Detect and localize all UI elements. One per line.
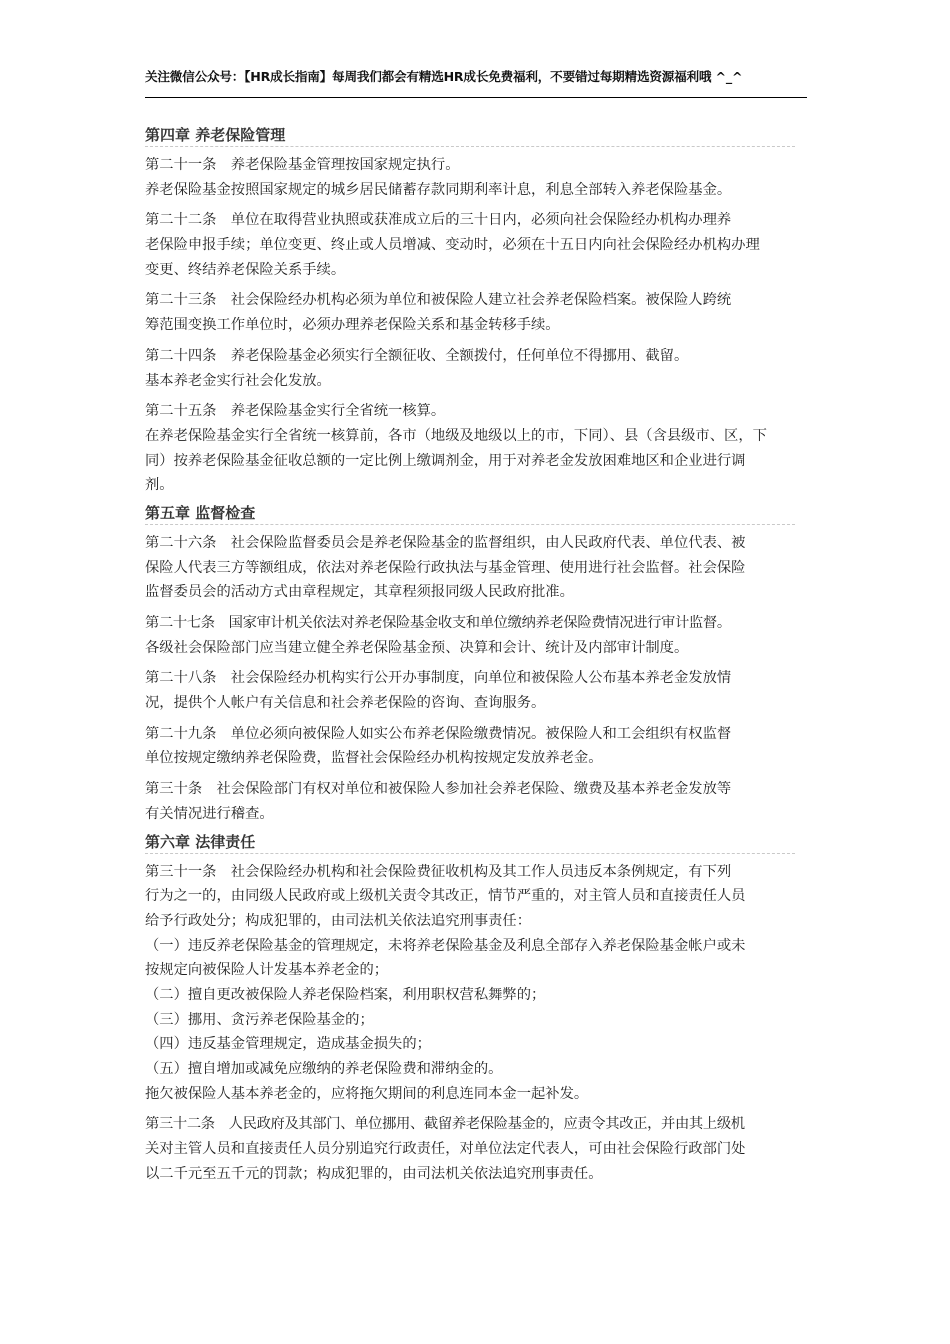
text-line: 关对主管人员和直接责任人员分别追究行政责任，对单位法定代表人，可由社会保险行政部门处 bbox=[145, 1141, 746, 1158]
chapter-title: 第五章 监督检查 bbox=[145, 502, 795, 525]
text-line: （三）挪用、贪污养老保险基金的； bbox=[145, 1011, 374, 1028]
text-line: 同）按养老保险基金征收总额的一定比例上缴调剂金，用于对养老金发放困难地区和企业进行调 bbox=[145, 452, 746, 469]
text-line: 第二十四条 养老保险基金必须实行全额征收、全额拨付，任何单位不得挪用、截留。 bbox=[145, 347, 689, 364]
text-line: 拖欠被保险人基本养老金的，应将拖欠期间的利息连同本金一起补发。 bbox=[145, 1085, 589, 1102]
text-line: 监督委员会的活动方式由章程规定，其章程须报同级人民政府批准。 bbox=[145, 584, 574, 601]
text-line: 行为之一的，由同级人民政府或上级机关责令其改正，情节严重的，对主管人员和直接责任人员 bbox=[145, 888, 746, 905]
text-line: 剂。 bbox=[145, 477, 174, 494]
article bbox=[145, 344, 809, 393]
article bbox=[145, 722, 809, 771]
text-line: 单位按规定缴纳养老保险费，监督社会保险经办机构按规定发放养老金。 bbox=[145, 750, 603, 767]
text-line: 老保险申报手续；单位变更、终止或人员增减、变动时，必须在十五日内向社会保险经办机构办理 bbox=[145, 237, 760, 254]
text-line: 第二十九条 单位必须向被保险人如实公布养老保险缴费情况。被保险人和工会组织有权监督 bbox=[145, 725, 732, 742]
article bbox=[145, 399, 809, 498]
text-line: 筹范围变换工作单位时，必须办理养老保险关系和基金转移手续。 bbox=[145, 317, 560, 334]
article bbox=[145, 208, 809, 282]
text-line: 第二十八条 社会保险经办机构实行公开办事制度，向单位和被保险人公布基本养老金发放情 bbox=[145, 670, 732, 687]
text-line: 基本养老金实行社会化发放。 bbox=[145, 372, 331, 389]
text-line: 第三十二条 人民政府及其部门、单位挪用、截留养老保险基金的，应责令其改正，并由其上级机 bbox=[145, 1116, 745, 1133]
text-line: 以二千元至五千元的罚款；构成犯罪的，由司法机关依法追究刑事责任。 bbox=[145, 1165, 603, 1182]
article bbox=[145, 288, 809, 337]
chapter-title: 第六章 法律责任 bbox=[145, 831, 795, 854]
text-line: 第二十三条 社会保险经办机构必须为单位和被保险人建立社会养老保险档案。被保险人跨统 bbox=[145, 292, 732, 309]
text-line: 保险人代表三方等额组成，依法对养老保险行政执法与基金管理、使用进行社会监督。社会保险 bbox=[145, 559, 746, 576]
text-line: 第三十条 社会保险部门有权对单位和被保险人参加社会养老保险、缴费及基本养老金发放等 bbox=[145, 781, 732, 798]
text-line: （四）违反基金管理规定，造成基金损失的； bbox=[145, 1036, 431, 1053]
document-body bbox=[145, 124, 809, 1186]
article bbox=[145, 153, 809, 202]
article bbox=[145, 1112, 809, 1186]
text-line: 第二十二条 单位在取得营业执照或获准成立后的三十日内，必须向社会保险经办机构办理养 bbox=[145, 212, 732, 229]
text-line: 第二十五条 养老保险基金实行全省统一核算。 bbox=[145, 403, 446, 420]
text-line: （二）擅自更改被保险人养老保险档案，利用职权营私舞弊的； bbox=[145, 986, 546, 1003]
text-line: 有关情况进行稽查。 bbox=[145, 805, 274, 822]
article bbox=[145, 777, 809, 826]
text-line: 第二十六条 社会保险监督委员会是养老保险基金的监督组织，由人民政府代表、单位代表、被 bbox=[145, 534, 746, 551]
article bbox=[145, 611, 809, 660]
text-line: 在养老保险基金实行全省统一核算前，各市（地级及地级以上的市，下同）、县（含县级市、区，下 bbox=[145, 427, 767, 444]
text-line: 养老保险基金按照国家规定的城乡居民储蓄存款同期利率计息，利息全部转入养老保险基金。 bbox=[145, 181, 732, 198]
text-line: 按规定向被保险人计发基本养老金的； bbox=[145, 962, 389, 979]
chapter-title: 第四章 养老保险管理 bbox=[145, 124, 795, 147]
text-line: 各级社会保险部门应当建立健全养老保险基金预、决算和会计、统计及内部审计制度。 bbox=[145, 639, 689, 656]
page-header: 关注微信公众号：【HR成长指南】每周我们都会有精选HR成长免费福利，不要错过每期精选资源福利哦 ^_^ bbox=[145, 69, 743, 84]
article bbox=[145, 666, 809, 715]
text-line: 给予行政处分；构成犯罪的，由司法机关依法追究刑事责任： bbox=[145, 912, 532, 929]
text-line: 变更、终结养老保险关系手续。 bbox=[145, 261, 346, 278]
header-divider bbox=[145, 97, 807, 98]
article bbox=[145, 531, 809, 605]
text-line: （五）擅自增加或减免应缴纳的养老保险费和滞纳金的。 bbox=[145, 1061, 503, 1077]
text-line: 况，提供个人帐户有关信息和社会养老保险的咨询、查询服务。 bbox=[145, 695, 546, 712]
text-line: （一）违反养老保险基金的管理规定，未将养老保险基金及利息全部存入养老保险基金帐户或未 bbox=[145, 937, 746, 954]
text-line: 第三十一条 社会保险经办机构和社会保险费征收机构及其工作人员违反本条例规定，有下列 bbox=[145, 863, 732, 880]
text-line: 第二十一条 养老保险基金管理按国家规定执行。 bbox=[145, 157, 460, 173]
article bbox=[145, 860, 809, 1107]
text-line: 第二十七条 国家审计机关依法对养老保险基金收支和单位缴纳养老保险费情况进行审计监督。 bbox=[145, 615, 731, 631]
